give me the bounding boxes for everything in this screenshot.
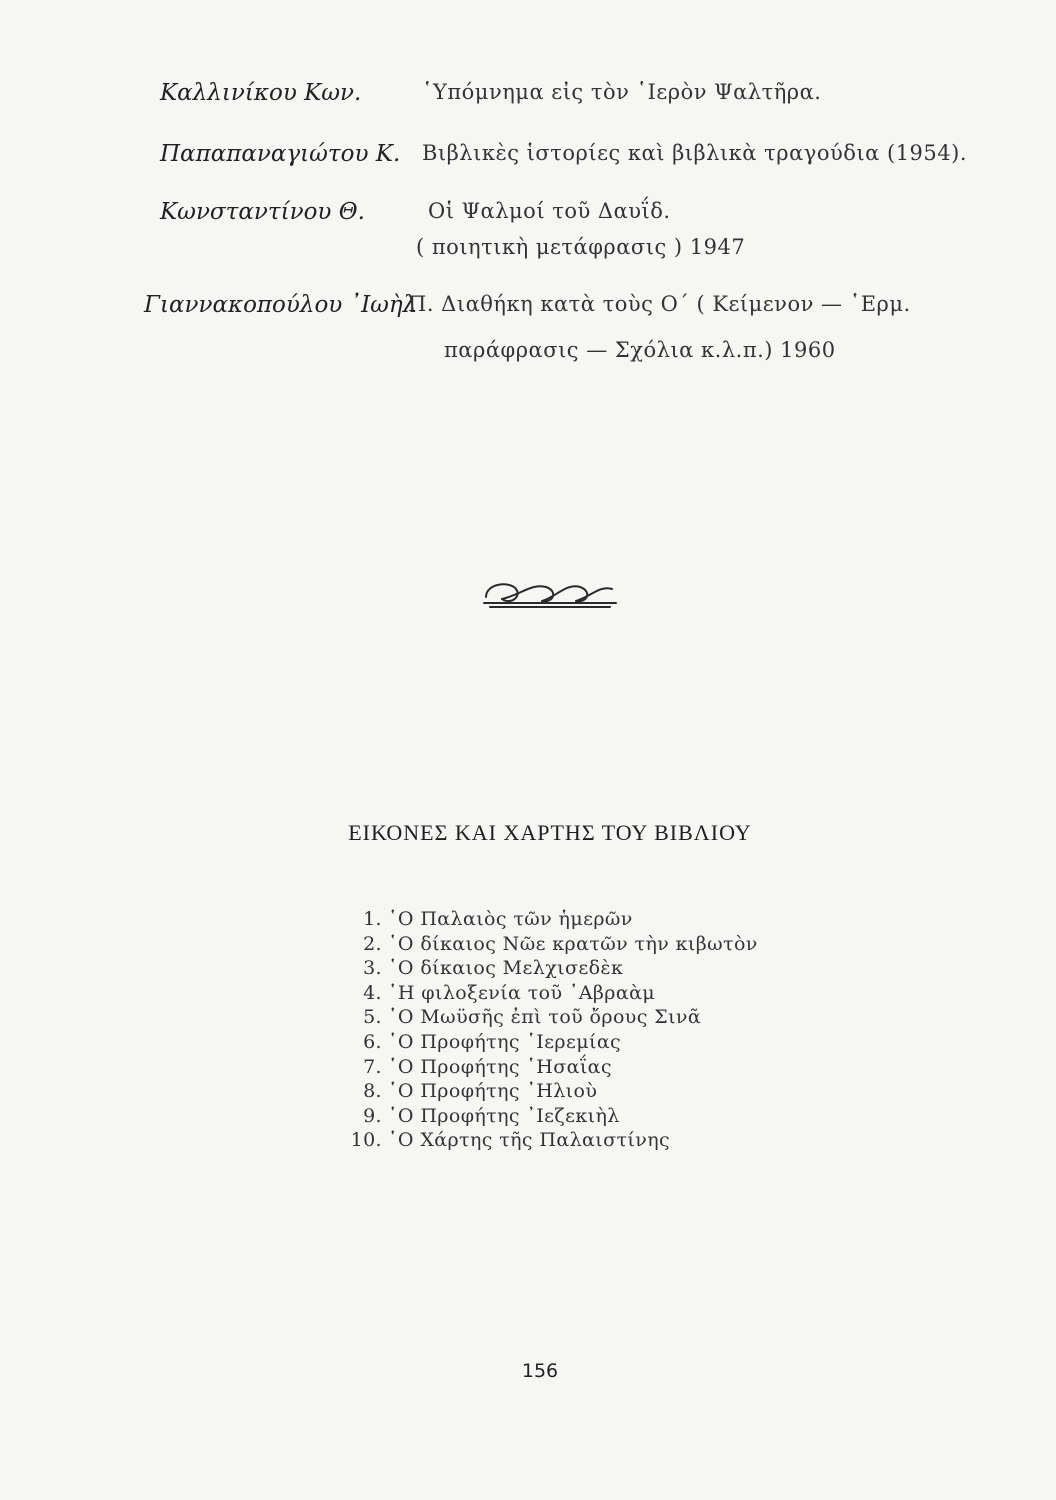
figure-caption: ῾Ο Προφήτης ῾Ιερεμίας [388, 1030, 622, 1053]
figure-number: 10. [350, 1129, 382, 1152]
figure-number: 3. [363, 957, 382, 980]
figure-number: 6. [363, 1030, 382, 1053]
figure-caption: ῾Ο Παλαιὸς τῶν ἡμερῶν [388, 908, 633, 930]
figure-list [340, 908, 758, 1154]
figure-caption: ῾Ο δίκαιος Νῶε κρατῶν τὴν κιβωτὸν [388, 932, 758, 955]
list-item [340, 957, 758, 982]
bib-author: Καλλινίκου Κων. [160, 80, 362, 106]
list-item [340, 1031, 758, 1056]
bib-title: Βιβλικὲς ἱστορίες καὶ βιβλικὰ τραγούδια (1954). [422, 141, 968, 165]
page-number: 156 [521, 1360, 559, 1382]
bib-author: Παπαπαναγιώτου Κ. [160, 141, 401, 167]
figure-number: 5. [363, 1006, 382, 1029]
figure-caption: ῾Ο Μωϋσῆς ἐπὶ τοῦ ὄρους Σινᾶ [388, 1006, 702, 1029]
figure-number: 1. [363, 908, 382, 930]
figure-caption: ῾Ο Προφήτης ᾿Ιεζεκιὴλ [388, 1104, 620, 1127]
figure-caption: ῾Ο Προφήτης ᾿Ηλιοὺ [388, 1080, 598, 1103]
knot-ornament-icon [480, 575, 620, 615]
bib-title-continuation: ( ποιητικὴ μετάφρασις ) 1947 [416, 235, 746, 259]
bib-title: ῾Υπόμνημα εἰς τὸν ῾Ιερὸν Ψαλτῆρα. [422, 80, 822, 104]
list-item [340, 982, 758, 1007]
figure-caption: ῾Η φιλοξενία τοῦ ᾿Αβραὰμ [388, 981, 656, 1004]
bib-author: Γιαννακοπούλου ᾿Ιωὴλ [144, 292, 418, 318]
list-item [340, 1105, 758, 1130]
list-item [340, 933, 758, 958]
figure-number: 7. [363, 1055, 382, 1078]
figure-number: 8. [363, 1080, 382, 1103]
list-item [340, 1056, 758, 1081]
figure-caption: ῾Ο Προφήτης ῾Ησαΐας [388, 1055, 612, 1078]
list-item [340, 1080, 758, 1105]
section-heading: ΕΙΚΟΝΕΣ ΚΑΙ ΧΑΡΤΗΣ ΤΟΥ ΒΙΒΛΙΟΥ [348, 820, 752, 845]
bib-author: Κωνσταντίνου Θ. [160, 199, 365, 225]
list-item [340, 1129, 758, 1154]
bib-title: Οἱ Ψαλμοί τοῦ Δαυΐδ. [428, 199, 671, 223]
figure-number: 9. [363, 1104, 382, 1127]
list-item [340, 908, 758, 933]
list-item [340, 1006, 758, 1031]
figure-number: 4. [363, 981, 382, 1004]
figure-caption: ῾Ο Χάρτης τῆς Παλαιστίνης [388, 1129, 671, 1152]
bib-title: Π. Διαθήκη κατὰ τοὺς Ο΄ ( Κείμενον — ῾Ερμ. [408, 292, 911, 316]
bib-title-continuation: παράφρασις — Σχόλια κ.λ.π.) 1960 [444, 338, 836, 362]
figure-caption: ῾Ο δίκαιος Μελχισεδὲκ [388, 957, 624, 980]
figure-number: 2. [363, 932, 382, 955]
